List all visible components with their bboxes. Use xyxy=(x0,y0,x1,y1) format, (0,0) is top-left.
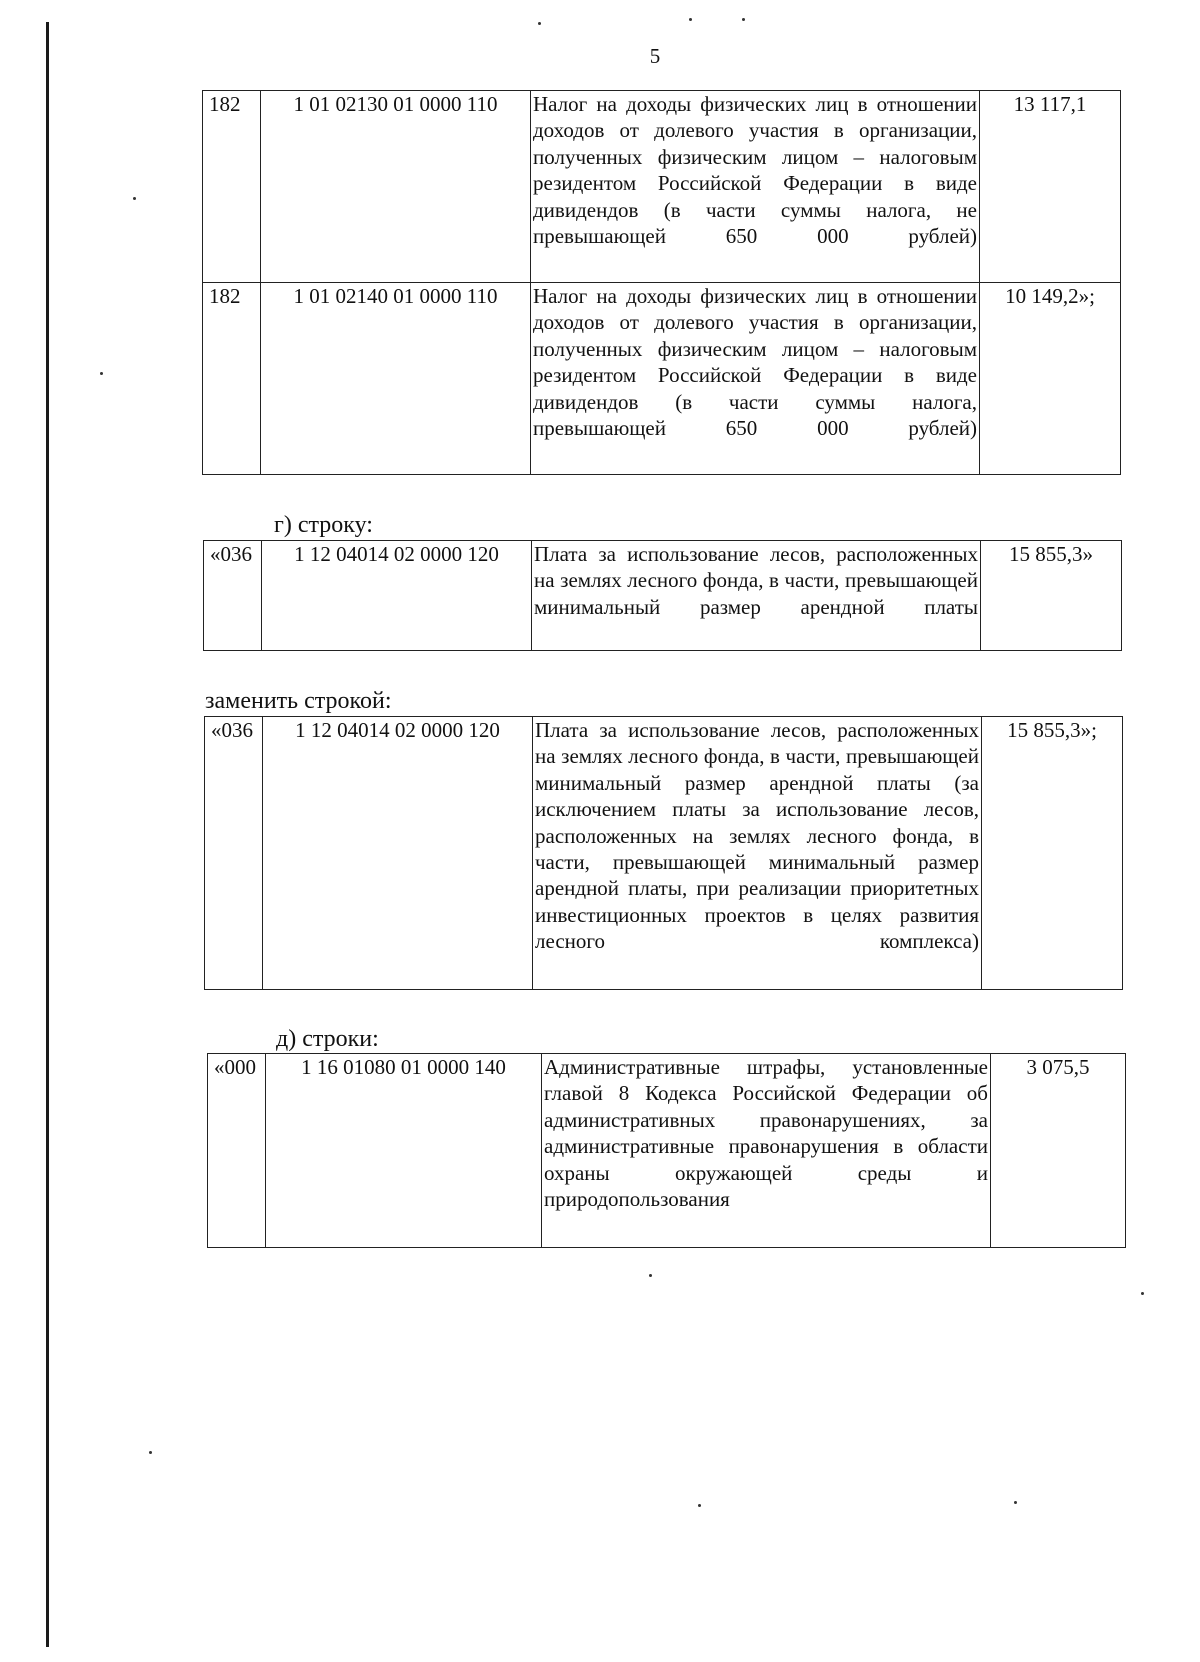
scan-speck xyxy=(649,1274,652,1277)
amount-cell: 10 149,2»; xyxy=(980,283,1121,475)
budget-code-cell: 1 12 04014 02 0000 120 xyxy=(263,717,533,990)
budget-code-cell: 1 16 01080 01 0000 140 xyxy=(266,1054,542,1248)
replace-with-label: заменить строкой: xyxy=(205,688,392,714)
revenue-name-text: Налог на доходы физических лиц в отношении доходов от долевого участия в организации, полученных физическим лицом – налоговым резидентом Российской Федерации в виде дивидендов (в части суммы налога, не превышающей 650 000 рублей) xyxy=(533,92,977,249)
scan-speck xyxy=(689,18,692,21)
scan-speck xyxy=(1014,1501,1017,1504)
admin-code-cell: «036 xyxy=(205,717,263,990)
binding-edge-line xyxy=(46,22,49,1647)
admin-code-cell: 182 xyxy=(203,91,261,283)
admin-code-cell: «000 xyxy=(208,1054,266,1248)
revenue-name-cell xyxy=(531,91,980,283)
scan-speck xyxy=(698,1504,701,1507)
revenue-name-cell xyxy=(531,283,980,475)
scan-speck xyxy=(100,372,103,375)
section-d-label: д) строки: xyxy=(276,1026,379,1052)
budget-code-cell: 1 01 02140 01 0000 110 xyxy=(261,283,531,475)
amount-cell: 13 117,1 xyxy=(980,91,1121,283)
revenue-name-cell xyxy=(542,1054,991,1248)
revenue-name-cell xyxy=(532,541,981,651)
table-row xyxy=(204,541,1122,651)
table-row xyxy=(208,1054,1126,1248)
budget-code-cell: 1 01 02130 01 0000 110 xyxy=(261,91,531,283)
revenue-table-d xyxy=(207,1053,1126,1248)
revenue-table-g xyxy=(203,540,1122,651)
revenue-table-1 xyxy=(202,90,1121,475)
revenue-table-replacement xyxy=(204,716,1123,990)
amount-cell: 3 075,5 xyxy=(991,1054,1126,1248)
table-row xyxy=(203,283,1121,475)
scan-speck xyxy=(538,22,541,25)
admin-code-cell: «036 xyxy=(204,541,262,651)
revenue-name-cell xyxy=(533,717,982,990)
scan-speck xyxy=(149,1451,152,1454)
admin-code-cell: 182 xyxy=(203,283,261,475)
revenue-name-text: Налог на доходы физических лиц в отношении доходов от долевого участия в организации, полученных физическим лицом – налоговым резидентом Российской Федерации в виде дивидендов (в части суммы налога, превышающей 650 000 рублей) xyxy=(533,284,977,441)
budget-code-cell: 1 12 04014 02 0000 120 xyxy=(262,541,532,651)
page-number: 5 xyxy=(649,44,661,68)
section-g-label: г) строку: xyxy=(274,512,373,538)
table-row xyxy=(203,91,1121,283)
revenue-name-text: Плата за использование лесов, расположенных на землях лесного фонда, в части, превышающей минимальный размер арендной платы xyxy=(534,542,978,619)
revenue-name-text: Административные штрафы, установленные главой 8 Кодекса Российской Федерации об административных правонарушениях, за административные правонарушения в области охраны окружающей среды и природопользования xyxy=(544,1055,988,1212)
scan-speck xyxy=(1141,1292,1144,1295)
amount-cell: 15 855,3» xyxy=(981,541,1122,651)
scan-speck xyxy=(133,197,136,200)
table-row xyxy=(205,717,1123,990)
amount-cell: 15 855,3»; xyxy=(982,717,1123,990)
revenue-name-text: Плата за использование лесов, расположенных на землях лесного фонда, в части, превышающей минимальный размер арендной платы (за исключением платы за использование лесов, расположенных на землях лесного фонда, в части, превышающей минимальный размер арендной платы, при реализации приоритетных инвестиционных проектов в целях развития лесного комплекса) xyxy=(535,718,979,954)
scan-speck xyxy=(742,18,745,21)
